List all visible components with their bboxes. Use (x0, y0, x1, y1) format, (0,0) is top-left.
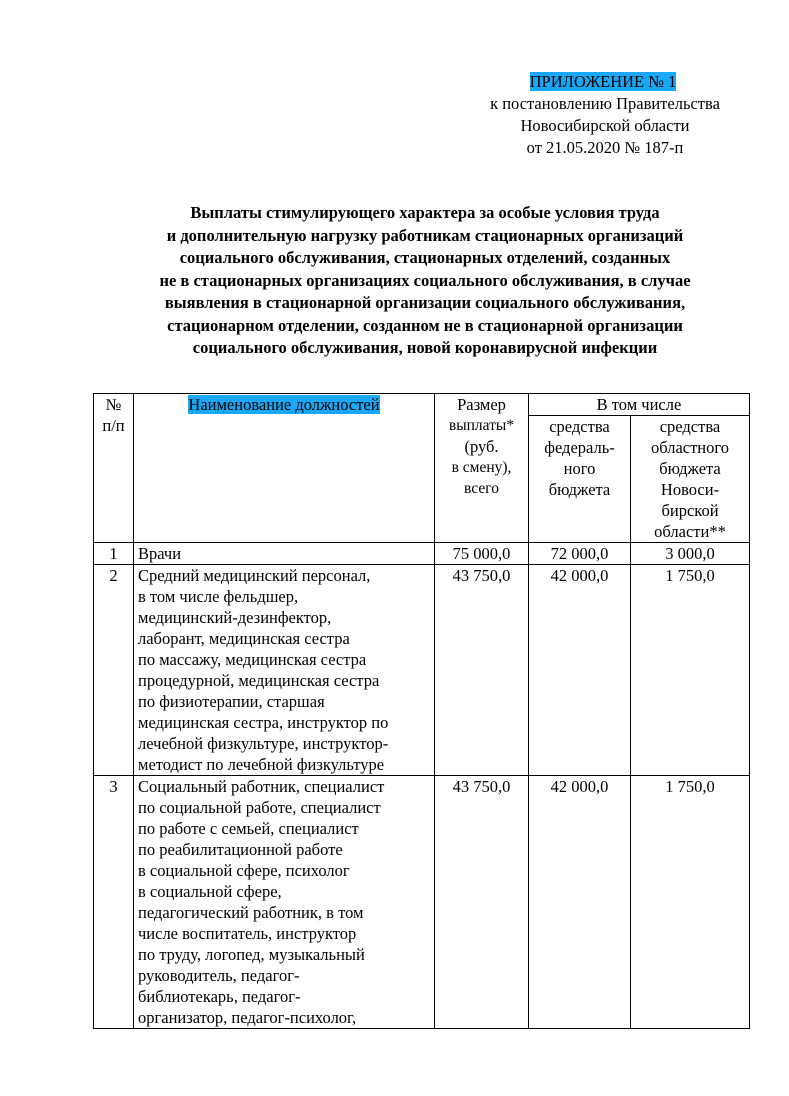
row-position-line: педагогический работник, в том (138, 903, 364, 922)
header-total-line: (руб. (464, 437, 499, 456)
row-position-line: в социальной сфере, психолог (138, 861, 350, 880)
header-name-label: Наименование должностей (188, 395, 380, 414)
title-line: стационарном отделении, созданном не в стационарной организации (167, 315, 683, 335)
header-total-line: Размер (457, 395, 506, 414)
row-position-line: библиотекарь, педагог- (138, 987, 301, 1006)
title-line: Выплаты стимулирующего характера за особые условия труда (190, 203, 660, 222)
header-federal-line: федераль- (544, 438, 615, 457)
row-position-line: по работе с семьей, специалист (138, 819, 359, 838)
row-num: 2 (94, 565, 134, 776)
row-position-line: организатор, педагог-психолог, (138, 1008, 357, 1027)
header-regional (631, 416, 750, 543)
header-regional-line: области** (654, 522, 726, 541)
header-total-line: выплаты* (448, 417, 515, 434)
row-federal: 42 000,0 (529, 565, 631, 776)
row-position-line: лаборант, медицинская сестра (138, 629, 350, 648)
row-federal: 72 000,0 (529, 543, 631, 565)
table-header-row (94, 394, 750, 416)
row-position-line: Социальный работник, специалист (138, 777, 385, 796)
header-num-line: п/п (102, 416, 125, 435)
table-row (94, 543, 750, 565)
header-group: В том числе (529, 394, 750, 416)
row-num: 1 (94, 543, 134, 565)
row-position-line: медицинская сестра, инструктор по (138, 713, 389, 732)
table-row (94, 565, 750, 776)
row-position-line: в том числе фельдшер, (138, 587, 299, 606)
header-regional-line: бюджета (659, 459, 721, 478)
row-total: 43 750,0 (435, 565, 529, 776)
appendix-line-region: Новосибирской области (520, 116, 690, 135)
title-line: социального обслуживания, стационарных отделений, созданных (179, 248, 671, 267)
header-num-line: № (105, 395, 122, 414)
header-total (435, 394, 529, 543)
row-position-line: по социальной работе, специалист (138, 798, 381, 817)
document-title (80, 202, 770, 360)
row-position-line: медицинский-дезинфектор, (138, 608, 332, 627)
appendix-line-date: от 21.05.2020 № 187-п (526, 138, 684, 157)
header-federal (529, 416, 631, 543)
header-federal-line: ного (563, 459, 596, 478)
row-position-line: числе воспитатель, инструктор (138, 924, 357, 943)
table-row (94, 776, 750, 1029)
appendix-line-decree: к постановлению Правительства (490, 94, 720, 113)
title-line: и дополнительную нагрузку работникам стационарных организаций (166, 225, 684, 245)
row-position-line: методист по лечебной физкультуре (138, 755, 385, 774)
row-position-line: по массажу, медицинская сестра (138, 650, 367, 669)
row-position (134, 543, 435, 565)
header-total-line: в смену), (451, 459, 512, 476)
row-position-line: лечебной физкультуре, инструктор- (138, 734, 389, 753)
row-position-line: по труду, логопед, музыкальный (138, 945, 365, 964)
row-total: 75 000,0 (435, 543, 529, 565)
header-num (94, 394, 134, 543)
header-regional-line: Новоси- (660, 480, 720, 499)
row-federal: 42 000,0 (529, 776, 631, 1029)
row-position-line: по физиотерапии, старшая (138, 692, 325, 711)
row-position (134, 776, 435, 1029)
payments-table (93, 393, 750, 1029)
title-line: выявления в стационарной организации социального обслуживания, (164, 293, 686, 312)
header-regional-line: бирской (661, 501, 719, 520)
header-federal-line: бюджета (548, 480, 611, 499)
header-federal-line: средства (549, 417, 610, 436)
header-name (134, 394, 435, 543)
row-position-line: Врачи (138, 544, 182, 563)
row-position (134, 565, 435, 776)
row-position-line: Средний медицинский персонал, (138, 566, 371, 585)
header-regional-line: средства (659, 417, 721, 436)
title-line: не в стационарных организациях социального обслуживания, в случае (159, 270, 691, 290)
row-regional: 3 000,0 (631, 543, 750, 565)
row-position-line: руководитель, педагог- (138, 966, 300, 985)
row-position-line: в социальной сфере, (138, 882, 282, 901)
header-total-line: всего (464, 480, 499, 497)
appendix-header (430, 71, 780, 159)
appendix-label: ПРИЛОЖЕНИЕ № 1 (529, 72, 677, 91)
row-num: 3 (94, 776, 134, 1029)
header-regional-line: областного (650, 438, 729, 457)
title-line: социального обслуживания, новой коронавирусной инфекции (192, 338, 658, 357)
row-total: 43 750,0 (435, 776, 529, 1029)
row-regional: 1 750,0 (631, 565, 750, 776)
row-position-line: процедурной, медицинская сестра (138, 671, 380, 690)
row-position-line: по реабилитационной работе (138, 840, 343, 859)
row-regional: 1 750,0 (631, 776, 750, 1029)
